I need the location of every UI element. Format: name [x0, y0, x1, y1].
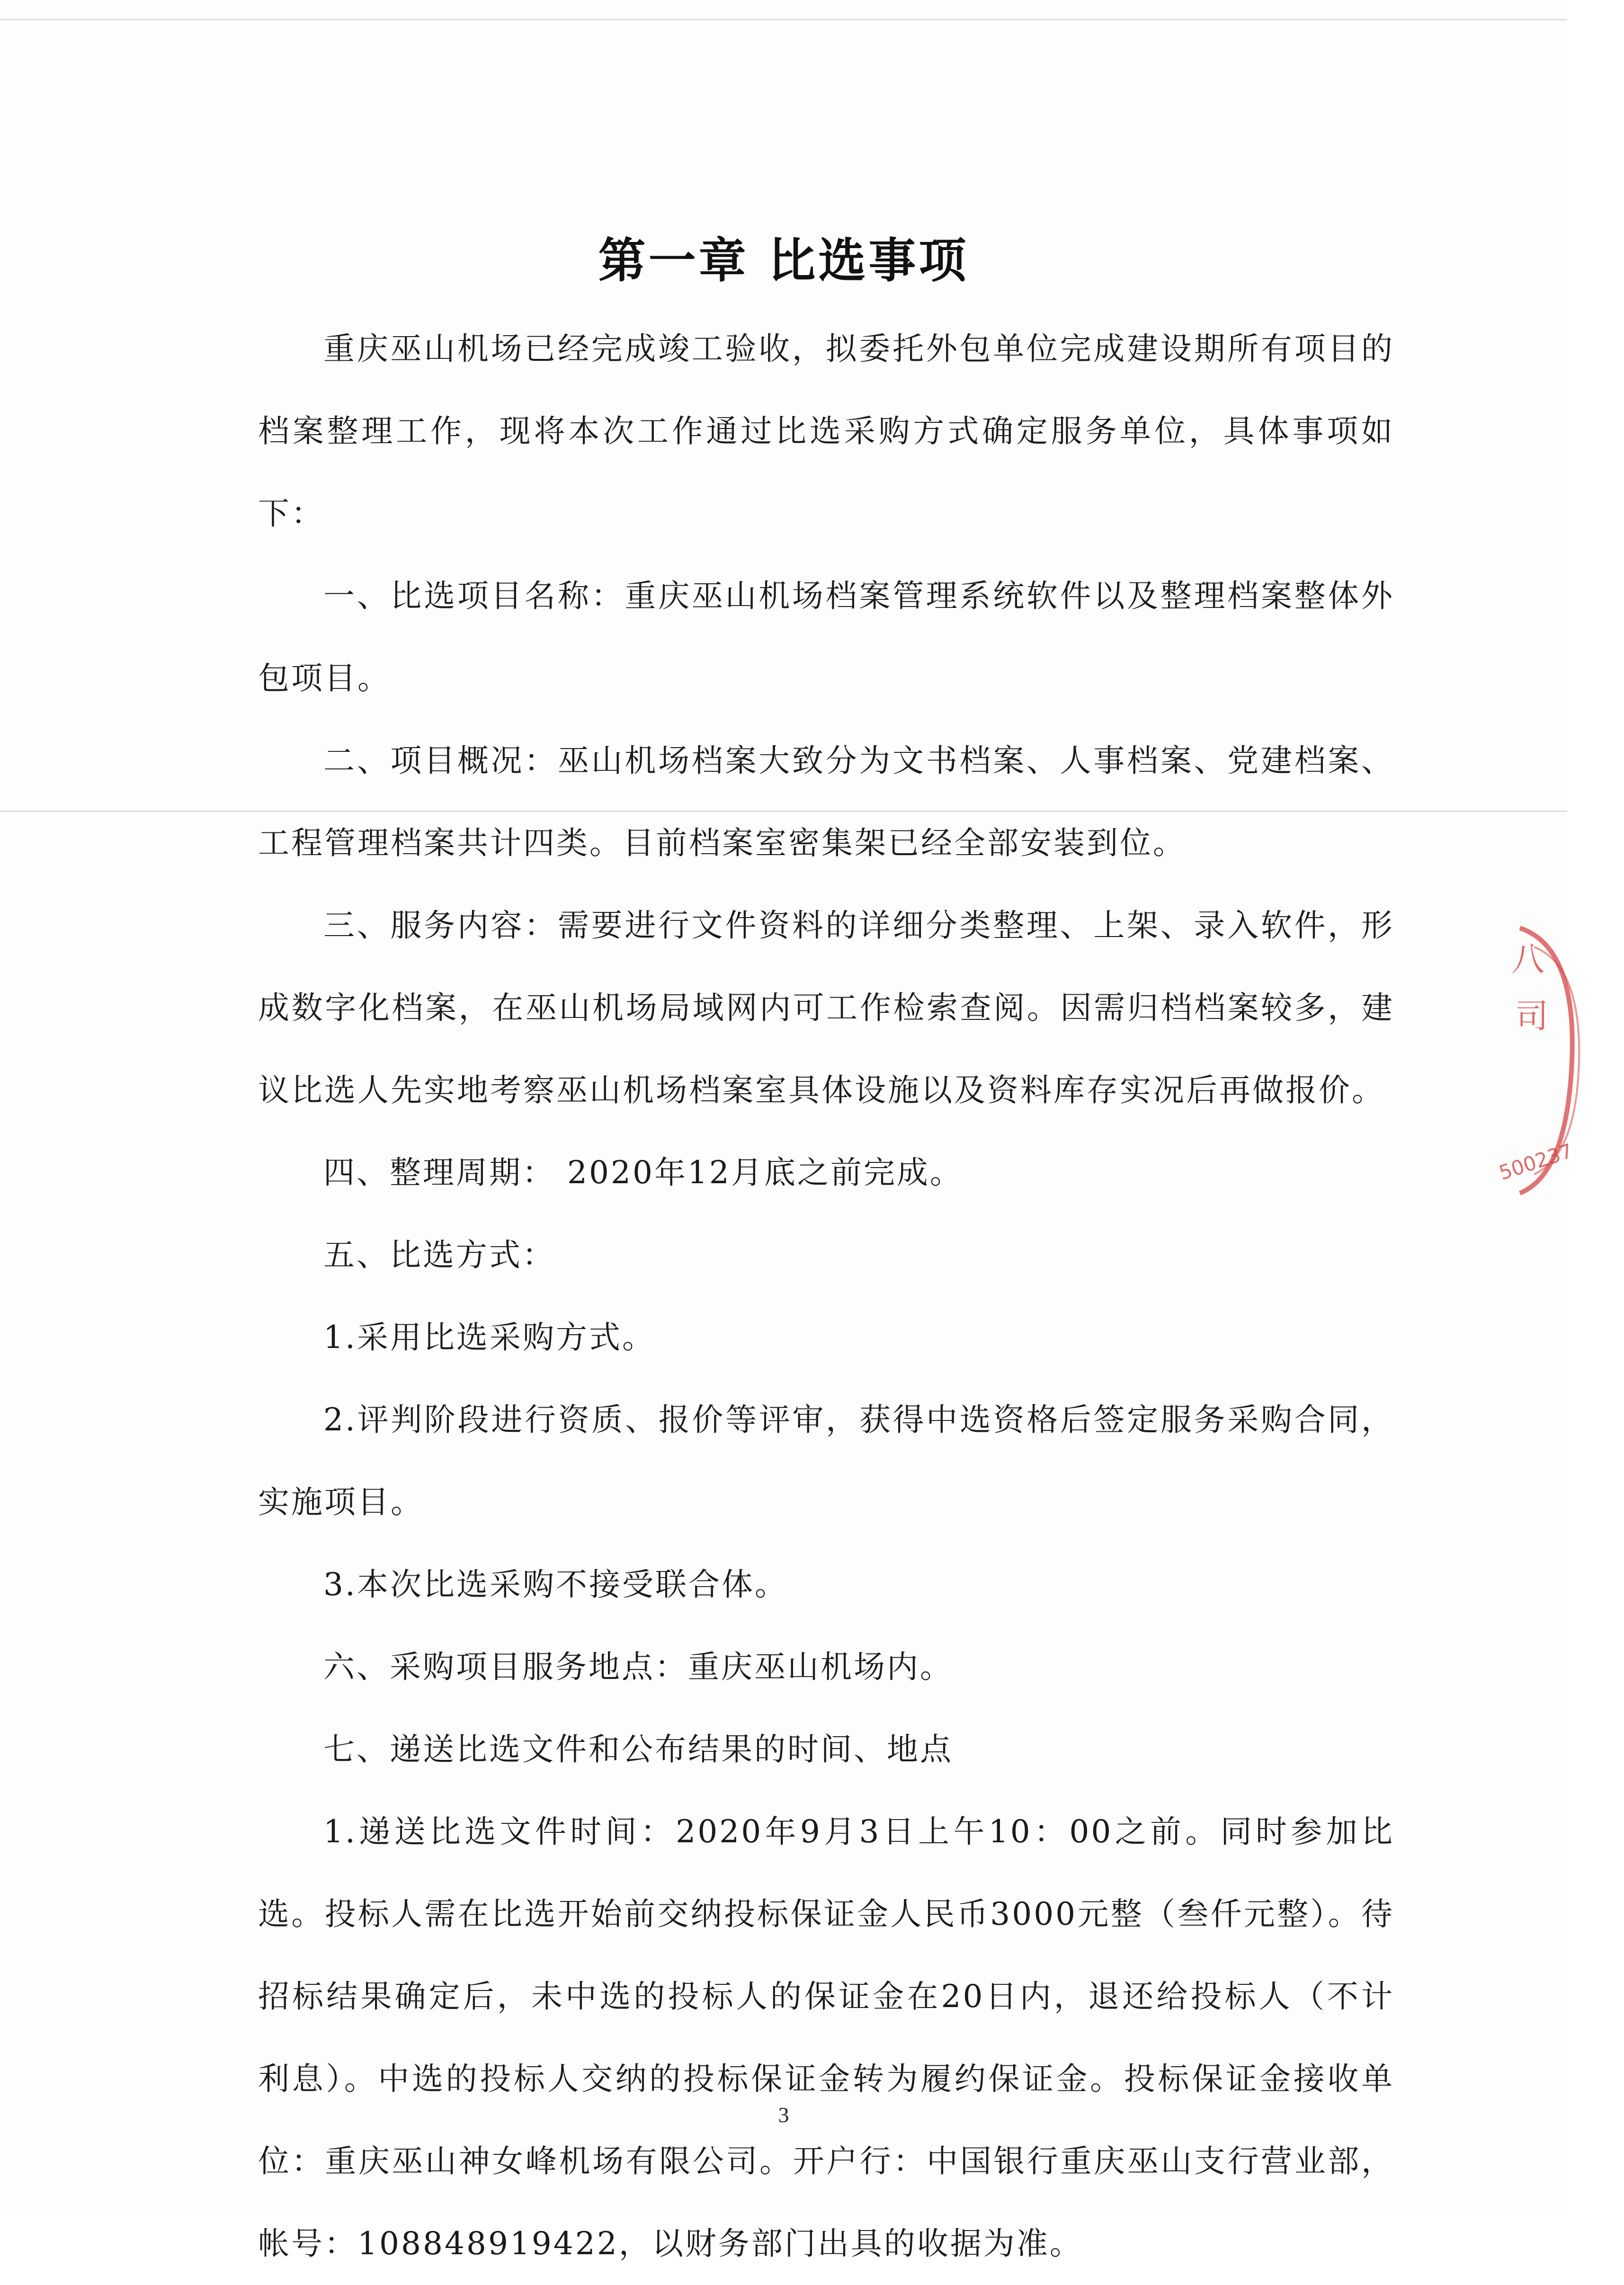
- paragraph-project-name: 一、比选项目名称：重庆巫山机场档案管理系统软件以及整理档案整体外包项目。: [258, 578, 1394, 696]
- paragraph-project-overview: 二、项目概况：巫山机场档案大致分为文书档案、人事档案、党建档案、工程管理档案共计四类。目前档案室密集架已经全部安装到位。: [258, 742, 1394, 861]
- svg-text:八: 八: [1511, 940, 1544, 979]
- paragraph-submission-details: 1.递送比选文件时间：2020年9月3日上午10：00之前。同时参加比选。投标人需在比选开始前交纳投标保证金人民币3000元整（叁仟元整）。待招标结果确定后，未中选的投标人的保证金在20日内，退还给投标人（不计利息）。中选的投标人交纳的投标保证金转为履约保证金。投标保证金接收单位：重庆巫山神女峰机场有限公司。开户行：中国银行重庆巫山支行营业部，帐号：108848919422，以财务部门出具的收据为准。: [258, 1813, 1394, 2262]
- official-seal-stamp: [1496, 909, 1624, 1212]
- stamp-text: 500237: [1496, 1139, 1576, 1185]
- document-body: [258, 308, 1394, 2285]
- paragraph-method-2: 2.评判阶段进行资质、报价等评审，获得中选资格后签定服务采购合同，实施项目。: [258, 1401, 1394, 1520]
- paragraph-method-1: 1.采用比选采购方式。: [323, 1319, 655, 1356]
- page-number: 3: [778, 2103, 789, 2127]
- chapter-title: 第一章 比选事项: [598, 232, 969, 288]
- paragraph-schedule: 四、整理周期： 2020年12月底之前完成。: [323, 1154, 963, 1191]
- scan-edge-line: [0, 19, 1567, 20]
- paragraph-location: 六、采购项目服务地点：重庆巫山机场内。: [323, 1649, 953, 1685]
- paragraph-method-heading: 五、比选方式：: [323, 1237, 555, 1273]
- paragraph-submission-heading: 七、递送比选文件和公布结果的时间、地点: [323, 1731, 953, 1767]
- paragraph-intro: 重庆巫山机场已经完成竣工验收，拟委托外包单位完成建设期所有项目的档案整理工作，现将本次工作通过比选采购方式确定服务单位，具体事项如下：: [258, 330, 1394, 532]
- paragraph-service-content: 三、服务内容：需要进行文件资料的详细分类整理、上架、录入软件，形成数字化档案，在巫山机场局域网内可工作检索查阅。因需归档档案较多，建议比选人先实地考察巫山机场档案室具体设施以及资料库存实况后再做报价。: [258, 907, 1394, 1108]
- paragraph-method-3: 3.本次比选采购不接受联合体。: [323, 1566, 788, 1603]
- svg-text:司: 司: [1515, 997, 1548, 1035]
